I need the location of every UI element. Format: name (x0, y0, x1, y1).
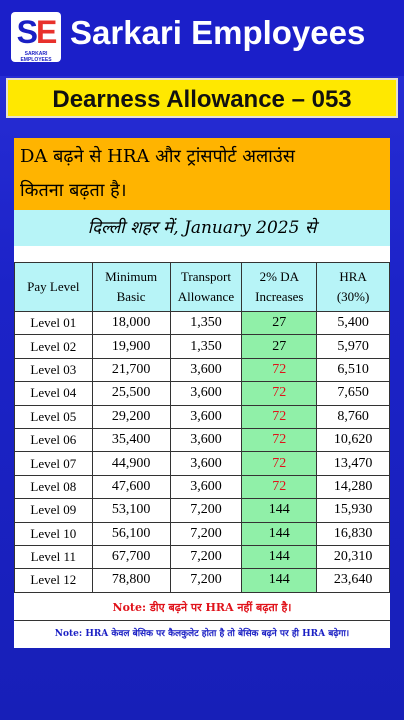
da-increase-cell: 144 (242, 499, 317, 522)
da-increase-cell: 144 (242, 545, 317, 568)
pay-level-cell: Level 10 (15, 522, 93, 545)
pay-level-cell: Level 04 (15, 382, 93, 405)
table-header-row (15, 263, 390, 312)
column-header-0 (15, 263, 93, 312)
da-increase-cell: 27 (242, 335, 317, 358)
minimum-basic-cell: 56,100 (92, 522, 170, 545)
column-header-text: (30%) (336, 289, 370, 304)
table-row (15, 569, 390, 592)
topic-banner (6, 78, 398, 118)
pay-level-cell: Level 01 (15, 312, 93, 335)
column-header-text: Minimum (105, 269, 158, 284)
pay-level-cell: Level 11 (15, 545, 93, 568)
da-increase-cell: 72 (242, 475, 317, 498)
minimum-basic-cell: 29,200 (92, 405, 170, 428)
transport-allowance-cell: 7,200 (170, 545, 242, 568)
da-increase-cell: 144 (242, 522, 317, 545)
table-row (15, 312, 390, 335)
pay-level-cell: Level 06 (15, 428, 93, 451)
pay-level-cell: Level 02 (15, 335, 93, 358)
hra-cell: 5,970 (317, 335, 390, 358)
column-header-text: HRA (339, 269, 367, 284)
city-subtitle: दिल्ली शहर में, January 2025 से (14, 210, 390, 246)
note-da-hra: Note: डीए बढ़ने पर HRA नहीं बढ़ता है। (14, 596, 390, 621)
table-row (15, 382, 390, 405)
hra-cell: 23,640 (317, 569, 390, 592)
da-increase-cell: 144 (242, 569, 317, 592)
pay-level-cell: Level 09 (15, 499, 93, 522)
top-header (0, 0, 404, 76)
column-header-2 (170, 263, 242, 312)
transport-allowance-cell: 3,600 (170, 358, 242, 381)
column-header-3 (242, 263, 317, 312)
transport-allowance-cell: 7,200 (170, 569, 242, 592)
table-row (15, 428, 390, 451)
minimum-basic-cell: 35,400 (92, 428, 170, 451)
column-header-text: Increases (255, 289, 304, 304)
column-header-text: Basic (116, 289, 146, 304)
column-header-text: Transport (180, 269, 231, 284)
column-header-4 (317, 263, 390, 312)
question-line-1: DA बढ़ने से HRA और ट्रांसपोर्ट अलाउंस (20, 146, 295, 167)
table-row (15, 335, 390, 358)
note-hra-basic: Note: HRA केवल बेसिक पर कैलकुलेट होता है तो बेसिक बढ़ने पर ही HRA बढ़ेगा। (54, 629, 350, 639)
spacer (14, 246, 390, 260)
hra-cell: 10,620 (317, 428, 390, 451)
table-row (15, 405, 390, 428)
minimum-basic-cell: 67,700 (92, 545, 170, 568)
da-increase-cell: 72 (242, 428, 317, 451)
logo-letters: SE (16, 14, 56, 50)
column-header-text: Pay Level (27, 279, 80, 294)
transport-allowance-cell: 7,200 (170, 499, 242, 522)
table-row (15, 499, 390, 522)
pay-table (14, 262, 390, 593)
banner-title: Dearness Allowance – 053 (52, 86, 352, 113)
transport-allowance-cell: 1,350 (170, 312, 242, 335)
transport-allowance-cell: 1,350 (170, 335, 242, 358)
table-row (15, 452, 390, 475)
brand-title: Sarkari Employees (70, 14, 366, 51)
hra-cell: 16,830 (317, 522, 390, 545)
hra-cell: 8,760 (317, 405, 390, 428)
question-box (14, 138, 390, 210)
da-increase-cell: 27 (242, 312, 317, 335)
minimum-basic-cell: 44,900 (92, 452, 170, 475)
table-row (15, 475, 390, 498)
hra-cell: 5,400 (317, 312, 390, 335)
table-row (15, 522, 390, 545)
hra-cell: 14,280 (317, 475, 390, 498)
hra-cell: 6,510 (317, 358, 390, 381)
column-header-text: 2% DA (259, 269, 299, 284)
minimum-basic-cell: 53,100 (92, 499, 170, 522)
pay-level-cell: Level 03 (15, 358, 93, 381)
table-row (15, 545, 390, 568)
hra-cell: 7,650 (317, 382, 390, 405)
transport-allowance-cell: 3,600 (170, 405, 242, 428)
minimum-basic-cell: 18,000 (92, 312, 170, 335)
hra-cell: 13,470 (317, 452, 390, 475)
pay-level-cell: Level 07 (15, 452, 93, 475)
pay-level-cell: Level 08 (15, 475, 93, 498)
transport-allowance-cell: 7,200 (170, 522, 242, 545)
minimum-basic-cell: 19,900 (92, 335, 170, 358)
hra-cell: 20,310 (317, 545, 390, 568)
column-header-text: Allowance (177, 289, 235, 304)
minimum-basic-cell: 47,600 (92, 475, 170, 498)
table-row (15, 358, 390, 381)
minimum-basic-cell: 78,800 (92, 569, 170, 592)
info-card (14, 138, 390, 648)
transport-allowance-cell: 3,600 (170, 452, 242, 475)
minimum-basic-cell: 25,500 (92, 382, 170, 405)
minimum-basic-cell: 21,700 (92, 358, 170, 381)
pay-level-cell: Level 12 (15, 569, 93, 592)
da-increase-cell: 72 (242, 382, 317, 405)
pay-level-cell: Level 05 (15, 405, 93, 428)
hra-cell: 15,930 (317, 499, 390, 522)
transport-allowance-cell: 3,600 (170, 382, 242, 405)
transport-allowance-cell: 3,600 (170, 475, 242, 498)
da-increase-cell: 72 (242, 358, 317, 381)
transport-allowance-cell: 3,600 (170, 428, 242, 451)
column-header-1 (92, 263, 170, 312)
da-increase-cell: 72 (242, 405, 317, 428)
logo-subtitle: SARKARI EMPLOYEES (20, 51, 52, 63)
question-line-2: कितना बढ़ता है। (20, 180, 127, 201)
table-body (15, 312, 390, 593)
brand-logo (11, 12, 61, 62)
da-increase-cell: 72 (242, 452, 317, 475)
